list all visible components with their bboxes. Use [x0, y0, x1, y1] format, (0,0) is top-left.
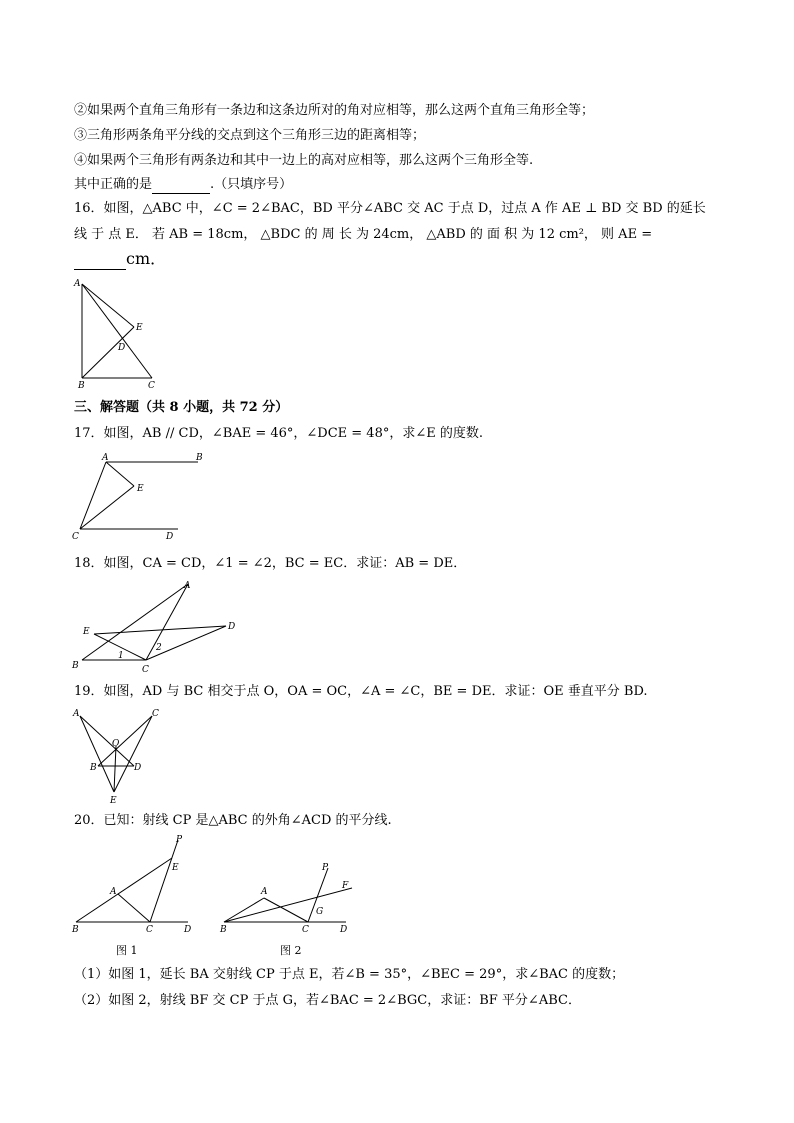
q16-figure: [70, 276, 170, 392]
statement-2: ②如果两个直角三角形有一条边和这条边所对的角对应相等，那么这两个直角三角形全等；: [74, 103, 595, 118]
answer-prompt: [74, 176, 292, 194]
q20-intro: 20．已知：射线 CP 是△ABC 的外角∠ACD 的平分线.: [74, 813, 392, 828]
q18-label-angle1: 1: [118, 651, 124, 661]
q17-label-d: D: [166, 532, 174, 542]
q20-part2: （2）如图 2，射线 BF 交 CP 于点 G，若∠BAC = 2∠BGC，求证：BF 平分∠ABC．: [74, 993, 581, 1008]
q17-label-e: E: [137, 484, 144, 494]
q20f2-label-a: A: [261, 887, 268, 897]
q16-label-d: D: [118, 343, 126, 353]
q16-label-c: C: [148, 381, 155, 391]
q18-label-angle2: 2: [156, 643, 162, 653]
q19-label-a: A: [73, 709, 80, 719]
q20f1-label-e: E: [172, 863, 179, 873]
q16-unit: cm．: [126, 249, 167, 268]
q18-label-a: A: [184, 581, 191, 591]
q19-figure: [70, 704, 170, 806]
q20-part1: （1）如图 1，延长 BA 交射线 CP 于点 E，若∠B = 35°，∠BEC = 29°，求∠BAC 的度数；: [74, 967, 625, 982]
q18-label-d: D: [228, 622, 236, 632]
q18-label-e: E: [83, 627, 90, 637]
q20-figure-1: [68, 832, 198, 962]
answer-prompt-pre: 其中正确的是: [74, 177, 153, 192]
q18-figure: [68, 578, 243, 674]
q20f2-label-g: G: [316, 907, 324, 917]
q19-label-d: D: [134, 763, 142, 773]
q19-text: 19．如图，AD 与 BC 相交于点 O，OA = OC，∠A = ∠C，BE = DE．求证：OE 垂直平分 BD.: [74, 684, 648, 699]
q20f1-label-b: B: [72, 925, 79, 935]
q16-label-a: A: [74, 279, 81, 289]
statement-4: ④如果两个三角形有两条边和其中一边上的高对应相等，那么这两个三角形全等.: [74, 153, 534, 168]
q18-text: 18．如图，CA = CD，∠1 = ∠2，BC = EC．求证：AB = DE．: [74, 556, 467, 571]
q20f1-label-d: D: [184, 925, 192, 935]
answer-blank[interactable]: [152, 193, 210, 194]
q20f2-label-b: B: [220, 925, 227, 935]
q17-label-a: A: [102, 453, 109, 463]
q19-label-o: O: [112, 739, 120, 749]
q20-fig1-caption: 图 1: [116, 944, 138, 957]
q20f2-label-c: C: [302, 925, 309, 935]
q20f1-label-p: P: [176, 835, 183, 845]
q16-label-e: E: [136, 323, 143, 333]
q19-label-c: C: [152, 709, 159, 719]
q20-fig2-caption: 图 2: [280, 944, 302, 957]
q16-answer-blank[interactable]: [74, 269, 126, 270]
section-3-heading: 三、解答题（共 8 小题，共 72 分）: [74, 400, 289, 415]
q17-text: 17．如图，AB // CD，∠BAE = 46°，∠DCE = 48°，求∠E 的度数.: [74, 426, 483, 441]
q20f1-label-c: C: [146, 925, 153, 935]
q17-figure: [68, 450, 208, 542]
q20f1-label-a: A: [110, 887, 117, 897]
q18-label-b: B: [72, 661, 79, 671]
q17-label-c: C: [72, 532, 79, 542]
q19-label-b: B: [90, 763, 97, 773]
q18-label-c: C: [142, 665, 149, 674]
q16-line3: [74, 250, 166, 270]
q16-line2: 线 于 点 E． 若 AB = 18cm， △BDC 的 周 长 为 24cm， △ABD 的 面 积 为 12 cm²， 则 AE =: [74, 227, 653, 242]
q19-label-e: E: [110, 796, 117, 806]
answer-prompt-post: .（只填序号）: [210, 177, 293, 192]
q20f2-label-d: D: [340, 925, 348, 935]
q20f2-label-f: F: [342, 881, 349, 891]
q17-label-b: B: [196, 453, 203, 463]
q16-label-b: B: [78, 381, 85, 391]
statement-3: ③三角形两条角平分线的交点到这个三角形三边的距离相等；: [74, 128, 426, 143]
q20f2-label-p: P: [322, 863, 329, 873]
q16-line1: 16．如图，△ABC 中，∠C = 2∠BAC，BD 平分∠ABC 交 AC 于点 D，过点 A 作 AE ⊥ BD 交 BD 的延长: [74, 201, 706, 216]
q20-figure-2: [216, 858, 366, 962]
